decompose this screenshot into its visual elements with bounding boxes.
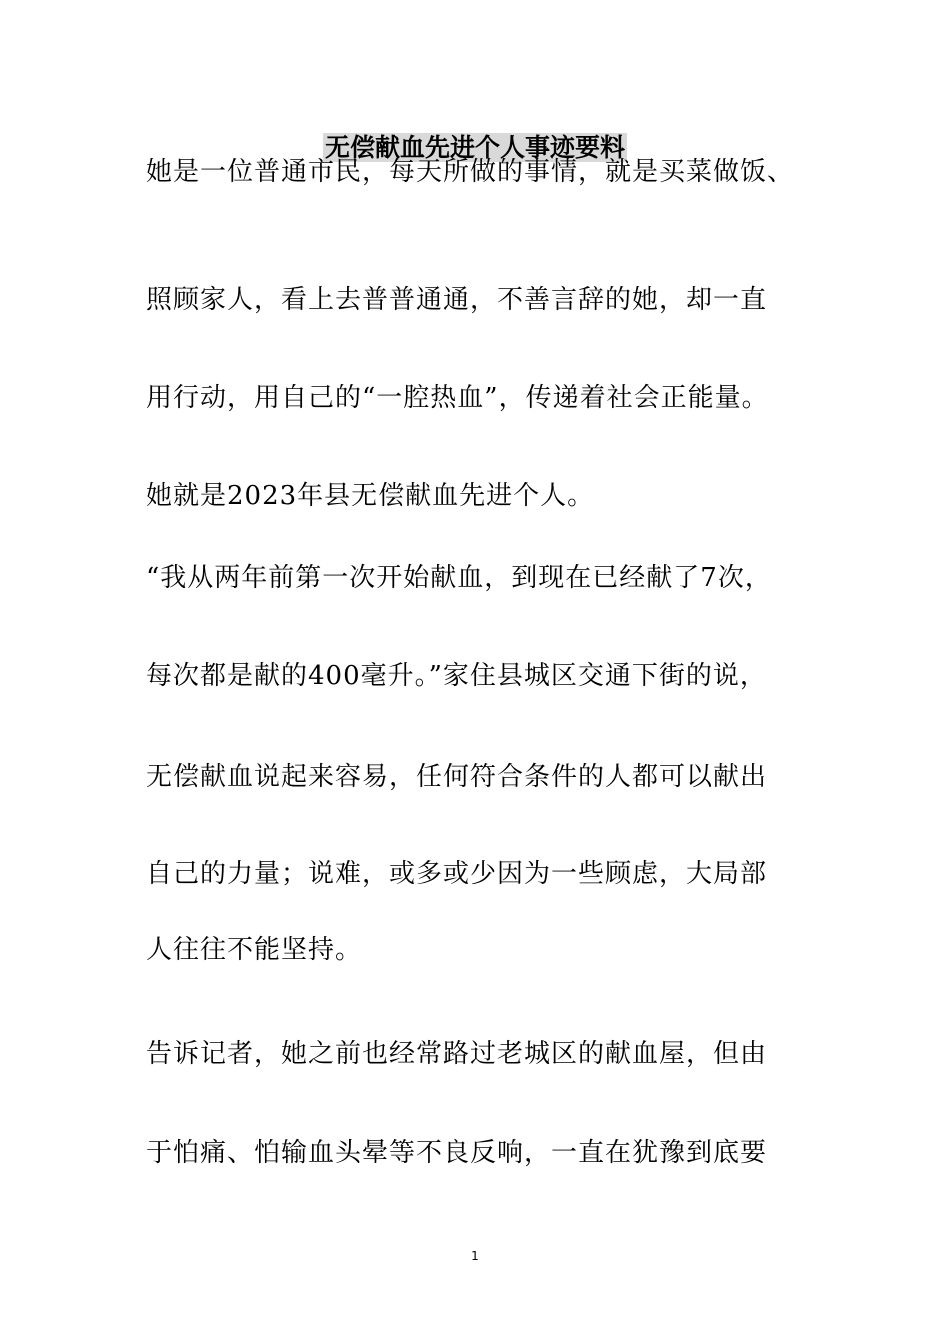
body-line-6: 每次都是献的400毫升。”家住县城区交通下街的说，	[146, 661, 767, 691]
body-line-11: 于怕痛、怕输血头晕等不良反响，一直在犹豫到底要	[146, 1138, 768, 1168]
document-title-text: 无偿献血先进个人事迹要料	[324, 133, 625, 162]
body-line-1: 她是一位普通市民，每天所做的事情，就是买菜做饭、	[146, 157, 795, 187]
body-line-7: 无偿献血说起来容易，任何符合条件的人都可以献出	[146, 762, 768, 792]
body-line-4: 她就是2023年县无偿献血先进个人。	[146, 481, 595, 511]
body-line-5: “我从两年前第一次开始献血，到现在已经献了7次，	[146, 563, 772, 593]
body-line-2: 照顾家人，看上去普普通通，不善言辞的她，却一直	[146, 285, 768, 315]
page-number: 1	[471, 1249, 479, 1263]
body-line-8: 自己的力量；说难，或多或少因为一些顾虑，大局部	[146, 859, 768, 889]
body-line-3: 用行动，用自己的“一腔热血”，传递着社会正能量。	[146, 383, 769, 413]
body-line-9: 人往往不能坚持。	[146, 935, 363, 965]
body-line-10: 告诉记者，她之前也经常路过老城区的献血屋，但由	[146, 1039, 768, 1069]
